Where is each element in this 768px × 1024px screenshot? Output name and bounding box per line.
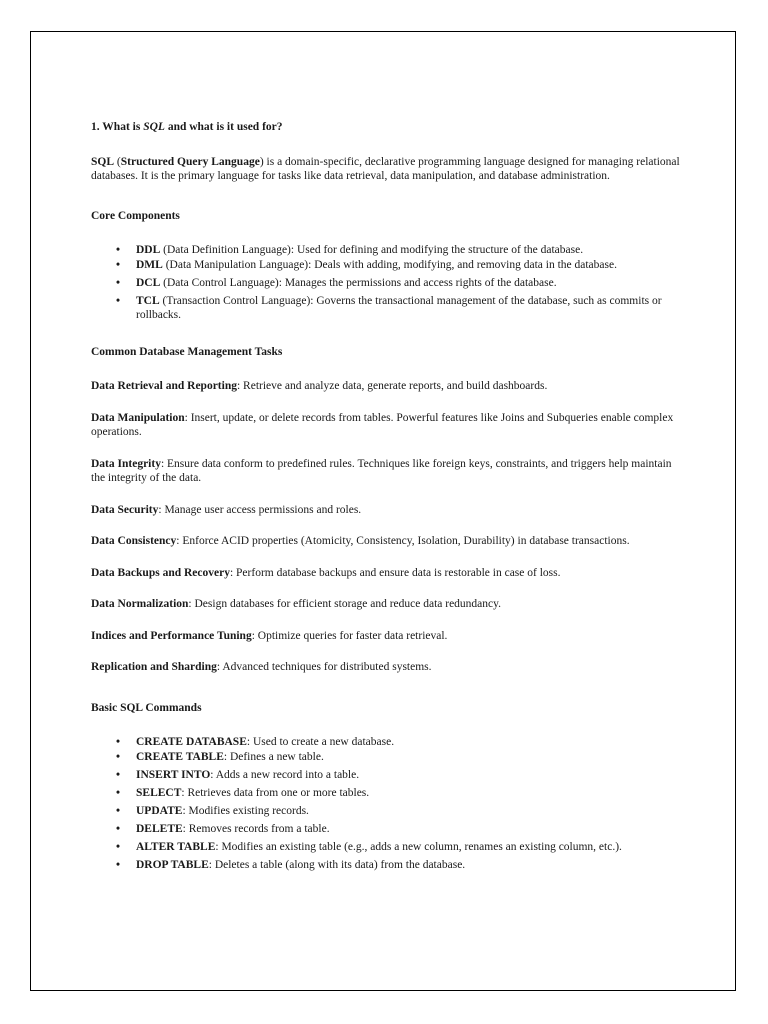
task-paragraph: Data Normalization: Design databases for efficient storage and reduce data redundancy. bbox=[91, 598, 502, 610]
task-paragraph: Data Consistency: Enforce ACID properties (Atomicity, Consistency, Isolation, Durability) in database transactions. bbox=[91, 535, 630, 547]
question-heading: 1. What is SQL and what is it used for? bbox=[91, 121, 283, 133]
document-page bbox=[30, 31, 736, 991]
list-item: • DELETE: Removes records from a table. bbox=[136, 822, 681, 837]
task-paragraph: Replication and Sharding: Advanced techniques for distributed systems. bbox=[91, 661, 432, 673]
intro-abbr: SQL bbox=[91, 155, 115, 168]
list-item: • ALTER TABLE: Modifies an existing table (e.g., adds a new column, renames an existing column, etc.). bbox=[136, 840, 681, 855]
intro-full-name: Structured Query Language bbox=[120, 155, 260, 168]
list-item: • DML (Data Manipulation Language): Deals with adding, modifying, and removing data in the database. bbox=[136, 258, 681, 273]
task-paragraph: Data Manipulation: Insert, update, or delete records from tables. Powerful features like Joins and Subqueries enable complex operations. bbox=[91, 411, 674, 438]
list-item: • TCL (Transaction Control Language): Governs the transactional management of the database, such as commits or rollbacks. bbox=[136, 294, 681, 323]
list-item: • CREATE DATABASE: Used to create a new database. bbox=[136, 735, 681, 750]
task-paragraph: Indices and Performance Tuning: Optimize queries for faster data retrieval. bbox=[91, 629, 448, 642]
list-item: • DDL (Data Definition Language): Used for defining and modifying the structure of the database. bbox=[136, 243, 681, 258]
commands-title: Basic SQL Commands bbox=[91, 701, 202, 714]
tasks-title: Common Database Management Tasks bbox=[91, 345, 283, 358]
list-item: • UPDATE: Modifies existing records. bbox=[136, 804, 681, 819]
list-item: • DROP TABLE: Deletes a table (along with its data) from the database. bbox=[136, 858, 681, 873]
sql-commands-list bbox=[91, 735, 681, 872]
core-components-list bbox=[91, 243, 681, 323]
core-components-title: Core Components bbox=[91, 209, 180, 222]
intro-paragraph: SQL (Structured Query Language) is a domain-specific, declarative programming language designed for managing relational databases. It is the primary language for tasks like data retrieval, data manipulation, and database administration. bbox=[91, 155, 680, 182]
list-item: • INSERT INTO: Adds a new record into a table. bbox=[136, 768, 681, 783]
document-body bbox=[91, 120, 681, 876]
list-item: • SELECT: Retrieves data from one or more tables. bbox=[136, 786, 681, 801]
task-paragraph: Data Security: Manage user access permissions and roles. bbox=[91, 503, 362, 516]
question-term: SQL bbox=[143, 121, 165, 133]
list-item: • DCL (Data Control Language): Manages the permissions and access rights of the database. bbox=[136, 276, 681, 291]
task-paragraph: Data Integrity: Ensure data conform to predefined rules. Techniques like foreign keys, constraints, and triggers help maintain the integrity of the data. bbox=[91, 457, 672, 484]
task-paragraph: Data Backups and Recovery: Perform database backups and ensure data is restorable in case of loss. bbox=[91, 566, 561, 579]
task-paragraph: Data Retrieval and Reporting: Retrieve and analyze data, generate reports, and build dashboards. bbox=[91, 380, 548, 392]
list-item: • CREATE TABLE: Defines a new table. bbox=[136, 750, 681, 765]
